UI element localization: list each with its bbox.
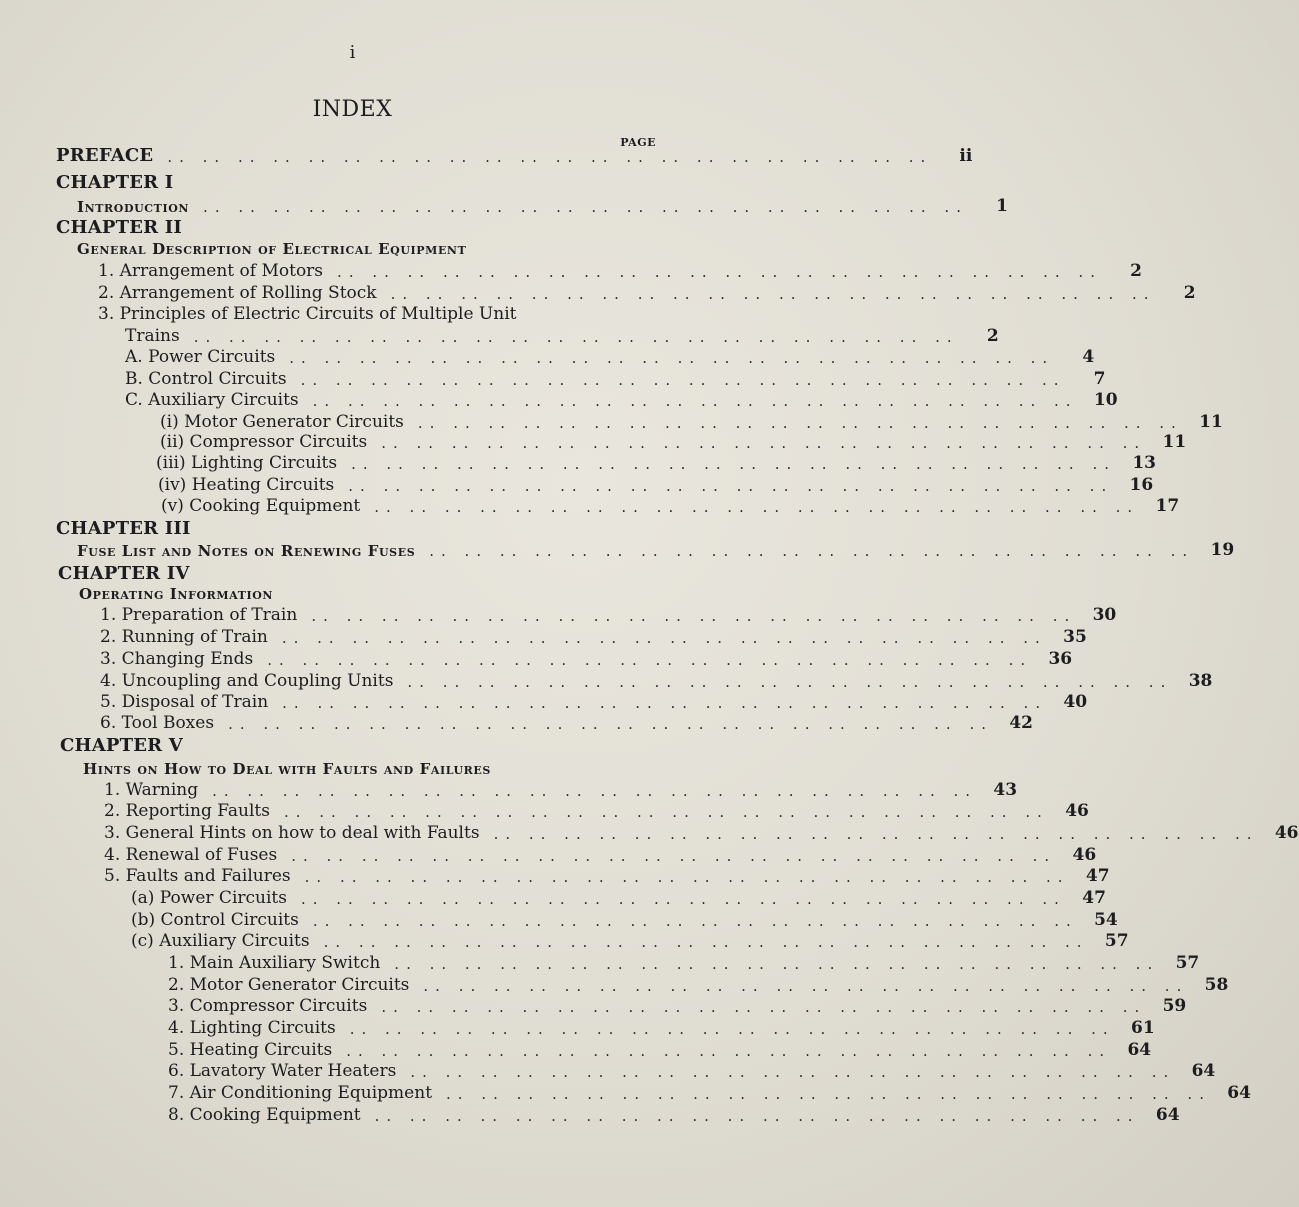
entry-label: 4. Lighting Circuits [168,1018,336,1038]
dot-leader: .. .. .. .. .. .. .. .. .. .. .. .. .. .. .. .. .. .. .. .. .. .. [493,825,1259,843]
entry-label: 1. Main Auxiliary Switch [168,953,381,973]
entry-label: (iv) Heating Circuits [158,475,335,495]
index-entry [58,563,656,584]
dot-leader: .. .. .. .. .. .. .. .. .. .. .. .. .. .. .. .. .. .. .. .. .. .. [167,148,933,166]
entry-page-number: ii [959,146,973,166]
entry-label: 4. Renewal of Fuses [104,845,278,865]
entry-page-number: 54 [1094,910,1118,930]
entry-label: (i) Motor Generator Circuits [160,412,404,432]
entry-page-number: 19 [1210,540,1235,560]
entry-label: CHAPTER V [60,735,183,756]
entry-label: A. Power Circuits [125,347,276,367]
index-entry [100,713,1033,733]
dot-leader: .. .. .. .. .. .. .. .. .. .. .. .. .. .. .. .. .. .. .. .. .. .. [300,371,1066,389]
entry-label: 2. Arrangement of Rolling Stock [98,283,377,303]
index-entry [168,953,1200,973]
entry-label: B. Control Circuits [125,369,287,389]
index-entry [77,540,1235,560]
entry-label: 2. Motor Generator Circuits [168,975,410,995]
dot-leader: .. .. .. .. .. .. .. .. .. .. .. .. .. .. .. .. .. .. .. .. .. .. [203,198,968,216]
index-entry [56,172,656,193]
entry-label: 2. Running of Train [100,627,268,647]
entry-label: Introduction [77,198,190,216]
dot-leader: .. .. .. .. .. .. .. .. .. .. .. .. .. .. .. .. .. .. .. .. .. .. [423,977,1189,995]
dot-leader: .. .. .. .. .. .. .. .. .. .. .. .. .. .. .. .. .. .. .. .. .. .. [304,868,1070,886]
index-entry [79,585,656,603]
dot-leader: .. .. .. .. .. .. .. .. .. .. .. .. .. .. .. .. .. .. .. .. .. .. [193,328,959,346]
entry-label: 5. Faults and Failures [104,866,291,886]
index-entry [56,518,656,539]
entry-page-number: 61 [1130,1018,1155,1038]
index-entry [77,240,656,258]
entry-page-number: 64 [1227,1083,1251,1103]
entry-page-number: 2 [1183,283,1196,303]
entry-label: 1. Arrangement of Motors [98,261,324,281]
dot-leader: .. .. .. .. .. .. .. .. .. .. .. .. .. .. .. .. .. .. .. .. .. .. [349,1020,1115,1038]
index-entry [98,283,1196,303]
index-entry [131,910,1118,930]
index-entry [104,866,1110,886]
index-entry [83,760,656,778]
dot-leader: .. .. .. .. .. .. .. .. .. .. .. .. .. .. .. .. .. .. .. .. .. .. [291,847,1057,865]
index-entry [104,845,1097,865]
index-entry [161,496,1180,516]
entry-page-number: 10 [1093,390,1118,410]
index-entry [100,627,1087,647]
index-entry [104,823,1299,843]
entry-label: 3. Changing Ends [100,649,254,669]
entry-label: 4. Uncoupling and Coupling Units [100,671,394,691]
index-entry [131,888,1106,908]
entry-label: Trains [125,326,180,346]
entry-label: Fuse List and Notes on Renewing Fuses [77,542,416,560]
index-entry [98,261,1142,281]
index-entry [56,217,656,238]
entry-label: 8. Cooking Equipment [168,1105,361,1125]
dot-leader: .. .. .. .. .. .. .. .. .. .. .. .. .. .. .. .. .. .. .. .. .. .. [228,715,993,733]
entry-label: PREFACE [56,145,154,166]
index-entry [98,304,656,324]
entry-label: (iii) Lighting Circuits [156,453,338,473]
entry-label: CHAPTER II [56,217,183,238]
index-entry [60,735,656,756]
index-entry [160,432,1187,452]
entry-page-number: 1 [996,196,1008,216]
index-entry [125,326,999,346]
dot-leader: .. .. .. .. .. .. .. .. .. .. .. .. .. .. .. .. .. .. .. .. .. .. [417,414,1183,432]
index-entry [168,1083,1251,1103]
entry-page-number: 64 [1127,1040,1152,1060]
entry-label: CHAPTER III [56,518,191,539]
entry-page-number: 38 [1188,671,1213,691]
index-entry [168,1105,1180,1125]
entry-label: (ii) Compressor Circuits [160,432,368,452]
dot-leader: .. .. .. .. .. .. .. .. .. .. .. .. .. .. .. .. .. .. .. .. .. .. [312,912,1078,930]
index-entry [100,671,1213,691]
dot-leader: .. .. .. .. .. .. .. .. .. .. .. .. .. .. .. .. .. .. .. .. .. .. [374,498,1140,516]
index-entry [160,412,1223,432]
index-entry [158,475,1154,495]
dot-leader: .. .. .. .. .. .. .. .. .. .. .. .. .. .. .. .. .. .. .. .. .. .. [289,349,1055,367]
index-title: INDEX [312,97,393,122]
dot-leader: .. .. .. .. .. .. .. .. .. .. .. .. .. .. .. .. .. .. .. .. .. .. [212,782,978,800]
entry-page-number: 43 [993,780,1018,800]
entry-label: 5. Heating Circuits [168,1040,333,1060]
index-entry [168,1040,1152,1060]
entry-page-number: 13 [1132,453,1157,473]
entry-label: CHAPTER IV [58,563,190,584]
entry-label: 3. Compressor Circuits [168,996,368,1016]
dot-leader: .. .. .. .. .. .. .. .. .. .. .. .. .. .. .. .. .. .. .. .. .. .. [407,673,1173,691]
entry-label: 3. Principles of Electric Circuits of Multiple Unit [98,304,517,324]
entry-page-number: 58 [1204,975,1229,995]
dot-leader: .. .. .. .. .. .. .. .. .. .. .. .. .. .. .. .. .. .. .. .. .. .. [283,803,1049,821]
entry-page-number: 46 [1274,823,1299,843]
dot-leader: .. .. .. .. .. .. .. .. .. .. .. .. .. .. .. .. .. .. .. .. .. .. [446,1085,1211,1103]
index-entry [56,145,973,166]
entry-page-number: 57 [1175,953,1200,973]
index-entry [131,931,1129,951]
folio-number: i [349,42,356,63]
dot-leader: .. .. .. .. .. .. .. .. .. .. .. .. .. .. .. .. .. .. .. .. .. .. [312,392,1078,410]
entry-page-number: 64 [1155,1105,1180,1125]
index-entry [77,196,1008,216]
entry-page-number: 11 [1199,412,1223,432]
dot-leader: .. .. .. .. .. .. .. .. .. .. .. .. .. .. .. .. .. .. .. .. .. .. [300,890,1066,908]
entry-page-number: 30 [1092,605,1117,625]
dot-leader: .. .. .. .. .. .. .. .. .. .. .. .. .. .. .. .. .. .. .. .. .. .. [348,477,1114,495]
dot-leader: .. .. .. .. .. .. .. .. .. .. .. .. .. .. .. .. .. .. .. .. .. .. [282,694,1048,712]
index-entry [100,605,1117,625]
dot-leader: .. .. .. .. .. .. .. .. .. .. .. .. .. .. .. .. .. .. .. .. .. .. [381,998,1147,1016]
entry-label: 1. Warning [104,780,199,800]
entry-page-number: 7 [1093,369,1106,389]
entry-page-number: 40 [1063,692,1088,712]
entry-page-number: 59 [1162,996,1187,1016]
entry-label: 2. Reporting Faults [104,801,270,821]
entry-page-number: 47 [1085,866,1110,886]
entry-label: 6. Tool Boxes [100,713,215,733]
dot-leader: .. .. .. .. .. .. .. .. .. .. .. .. .. .. .. .. .. .. .. .. .. .. [311,607,1077,625]
entry-label: (v) Cooking Equipment [161,496,361,516]
entry-label: 7. Air Conditioning Equipment [168,1083,433,1103]
dot-leader: .. .. .. .. .. .. .. .. .. .. .. .. .. .. .. .. .. .. .. .. .. .. [337,263,1102,281]
entry-label: (b) Control Circuits [131,910,299,930]
entry-label: (a) Power Circuits [131,888,287,908]
entry-page-number: 11 [1162,432,1187,452]
entry-label: 5. Disposal of Train [100,692,269,712]
page-column-heading: PAGE [620,136,656,149]
index-entry [104,780,1018,800]
entry-label: 6. Lavatory Water Heaters [168,1061,397,1081]
entry-label: CHAPTER I [56,172,174,193]
entry-page-number: 42 [1009,713,1033,733]
index-entry [168,996,1187,1016]
entry-page-number: 2 [986,326,999,346]
index-entry [125,369,1106,389]
entry-page-number: 36 [1048,649,1073,669]
entry-page-number: 4 [1082,347,1095,367]
entry-page-number: 64 [1191,1061,1216,1081]
entry-label: 1. Preparation of Train [100,605,298,625]
index-entry [168,1018,1155,1038]
dot-leader: .. .. .. .. .. .. .. .. .. .. .. .. .. .. .. .. .. .. .. .. .. .. [351,455,1117,473]
entry-label: C. Auxiliary Circuits [125,390,299,410]
entry-page-number: 46 [1072,845,1097,865]
dot-leader: .. .. .. .. .. .. .. .. .. .. .. .. .. .. .. .. .. .. .. .. .. .. [394,955,1160,973]
entry-page-number: 47 [1082,888,1106,908]
index-entry [100,649,1073,669]
dot-leader: .. .. .. .. .. .. .. .. .. .. .. .. .. .. .. .. .. .. .. .. .. .. [267,651,1033,669]
dot-leader: .. .. .. .. .. .. .. .. .. .. .. .. .. .. .. .. .. .. .. .. .. .. [323,933,1089,951]
dot-leader: .. .. .. .. .. .. .. .. .. .. .. .. .. .. .. .. .. .. .. .. .. .. [374,1107,1140,1125]
dot-leader: .. .. .. .. .. .. .. .. .. .. .. .. .. .. .. .. .. .. .. .. .. .. [346,1042,1112,1060]
entry-label: General Description of Electrical Equipment [77,240,467,258]
index-entry [100,692,1088,712]
index-entry [168,1061,1216,1081]
dot-leader: .. .. .. .. .. .. .. .. .. .. .. .. .. .. .. .. .. .. .. .. .. .. [281,629,1047,647]
dot-leader: .. .. .. .. .. .. .. .. .. .. .. .. .. .. .. .. .. .. .. .. .. .. [390,285,1156,303]
dot-leader: .. .. .. .. .. .. .. .. .. .. .. .. .. .. .. .. .. .. .. .. .. .. [429,542,1195,560]
index-entry [104,801,1089,821]
entry-page-number: 57 [1104,931,1129,951]
index-entry [168,975,1229,995]
index-entry [125,390,1118,410]
entry-label: Operating Information [79,585,274,603]
entry-label: Hints on How to Deal with Faults and Failures [83,760,491,778]
entry-label: 3. General Hints on how to deal with Faults [104,823,480,843]
dot-leader: .. .. .. .. .. .. .. .. .. .. .. .. .. .. .. .. .. .. .. .. .. .. [381,434,1147,452]
entry-page-number: 16 [1129,475,1154,495]
dot-leader: .. .. .. .. .. .. .. .. .. .. .. .. .. .. .. .. .. .. .. .. .. .. [410,1063,1176,1081]
entry-label: (c) Auxiliary Circuits [131,931,310,951]
index-entry [125,347,1095,367]
index-entry [156,453,1157,473]
entry-page-number: 35 [1063,627,1087,647]
entry-page-number: 46 [1065,801,1089,821]
entry-page-number: 2 [1130,261,1142,281]
entry-page-number: 17 [1155,496,1180,516]
